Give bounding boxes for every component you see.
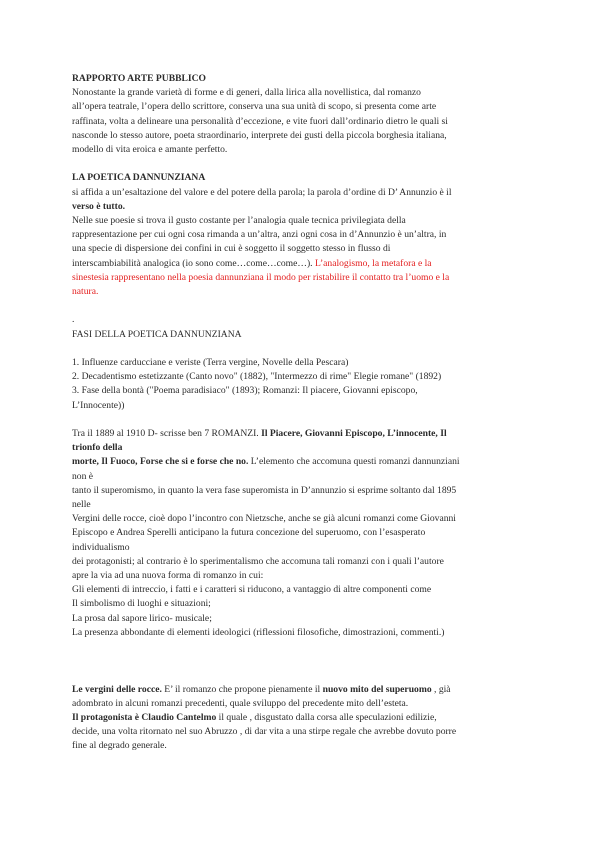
text-line: Vergini delle rocce, cioè dopo l’incontro con Nietzsche, anche se già alcuni romanzi come Giovanni <box>72 513 456 525</box>
text-line <box>72 683 524 697</box>
text-line: apre la via ad una nuova forma di romanzo in cui: <box>72 570 264 582</box>
text-segment: , già <box>431 683 451 695</box>
list-item: 3. Fase della bontà ("Poema paradisiaco" (1893); Romanzi: Il piacere, Giovanni episcopo, <box>72 385 418 397</box>
bold-phrase-superuomo: nuovo mito del superuomo <box>322 683 432 695</box>
text-line: adombrato in alcuni romanzi precedenti, quale sviluppo del precedente mito dell’esteta. <box>72 697 409 709</box>
text-line: Episcopo e Andrea Sperelli anticipano la futura concezione del superuomo, con l’esasperato <box>72 527 426 539</box>
text-line <box>72 257 524 271</box>
text-line: rappresentazione per cui ogni cosa rimanda a un’altra, anzi ogni cosa in d’Annunzio è un’altra, in <box>72 229 447 241</box>
highlighted-text: L’analogismo, la metafora e la <box>314 257 432 269</box>
text-line <box>72 427 524 441</box>
text-line: Nelle sue poesie si trova il gusto costante per l’analogia quale tecnica privilegiata della <box>72 215 406 227</box>
text-line: individualismo <box>72 541 130 553</box>
text-line: decide, una volta ritornato nel suo Abruzzo , di dar vita a una stirpe regale che avrebbe dovuto porre <box>72 726 457 738</box>
text-segment: L’elemento che accomuna questi romanzi dannunziani <box>248 456 460 468</box>
blank-line <box>72 668 524 682</box>
text-segment: il quale , disgustato dalla corsa alle speculazioni edilizie, <box>216 712 437 724</box>
text-line: Gli elementi di intreccio, i fatti e i caratteri si riducono, a vantaggio di altre componenti come <box>72 584 432 596</box>
highlighted-text-line: sinestesia rappresentano nella poesia dannunziana il modo per ristabilire il contatto tra l’uomo e la <box>72 271 450 283</box>
list-item: 2. Decadentismo estetizzante (Canto novo" (1882), "Intermezzo di rime" Elegie romane" (1892) <box>72 371 442 383</box>
blank-line <box>72 342 524 356</box>
text-line: tanto il superomismo, in quanto la vera fase superomista in D’annunzio si esprime soltanto dal 1895 <box>72 484 457 496</box>
text-line: una specie di dispersione dei confini in cui è soggetto il soggetto stesso in flusso di <box>72 243 391 255</box>
section-title-rapporto: RAPPORTO ARTE PUBBLICO <box>72 73 207 84</box>
blank-line <box>72 413 524 427</box>
stray-dot: . <box>72 314 75 326</box>
section-title-poetica: LA POETICA DANNUNZIANA <box>72 172 206 184</box>
blank-line <box>72 640 524 654</box>
text-segment: interscambiabilità analogica (io sono come…come…come…). <box>72 257 315 269</box>
text-line: dei protagonisti; al contrario è lo sperimentalismo che accomuna tali romanzi con i quali l’autore <box>72 555 444 567</box>
bold-novel-titles: morte, Il Fuoco, Forse che si e forse che no. <box>72 456 249 468</box>
text-line: Nonostante la grande varietà di forme e di generi, dalla lirica alla novellistica, dal romanzo <box>72 87 421 99</box>
list-item: 1. Influenze carducciane e veriste (Terra vergine, Novelle della Pescara) <box>72 357 349 369</box>
bold-phrase-verso: verso è tutto. <box>72 200 126 212</box>
list-item: L’Innocente)) <box>72 399 125 411</box>
bold-novel-titles: trionfo della <box>72 442 123 454</box>
text-line: non è <box>72 470 94 482</box>
text-line <box>72 455 524 469</box>
text-segment: E’ il romanzo che propone pienamente il <box>161 683 323 695</box>
document-body <box>72 72 524 754</box>
text-line: modello di vita eroica e amante perfetto. <box>72 144 228 156</box>
text-line: all’opera teatrale, l’opera dello scrittore, conserva una sua unità di scopo, si presenta come arte <box>72 101 437 113</box>
text-line: nelle <box>72 499 91 511</box>
text-line: fine al degrado generale. <box>72 740 167 752</box>
bold-phrase-protagonista: Il protagonista è Claudio Cantelmo <box>72 712 217 724</box>
blank-line <box>72 157 524 171</box>
blank-line <box>72 654 524 668</box>
text-segment: Tra il 1889 al 1910 D- scrisse ben 7 ROMANZI. <box>72 428 262 440</box>
blank-line <box>72 299 524 313</box>
text-line: La presenza abbondante di elementi ideologici (riflessioni filosofiche, dimostrazioni, commenti.) <box>72 626 445 638</box>
section-title-fasi: FASI DELLA POETICA DANNUNZIANA <box>72 328 242 340</box>
text-line: raffinata, volta a delineare una personalità d’eccezione, e vite fuori dall’ordinario dietro le quali si <box>72 115 448 127</box>
text-line <box>72 711 524 725</box>
highlighted-text-line: natura. <box>72 286 99 298</box>
text-line: La prosa dal sapore lirico- musicale; <box>72 612 212 624</box>
text-line: nasconde lo stesso autore, poeta straordinario, interprete dei gusti della piccola borghesia italiana, <box>72 129 447 141</box>
bold-novel-title: Le vergini delle rocce. <box>72 683 162 695</box>
text-line: si affida a un’esaltazione del valore e del potere della parola; la parola d’ordine di D’ Annunzio è il <box>72 186 452 198</box>
text-line: Il simbolismo di luoghi e situazioni; <box>72 598 211 610</box>
bold-novel-titles: Il Piacere, Giovanni Episcopo, L’innocente, Il <box>261 428 447 440</box>
